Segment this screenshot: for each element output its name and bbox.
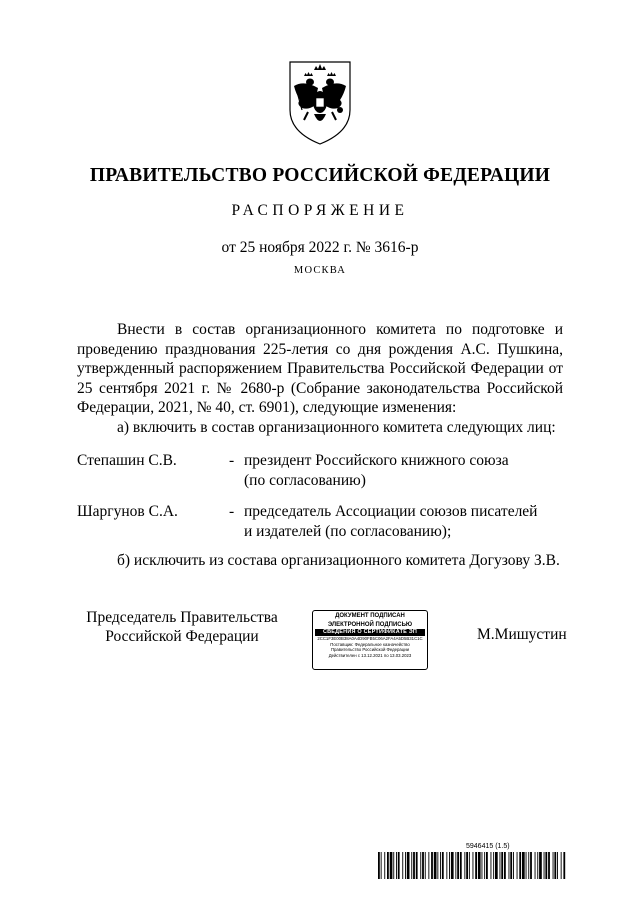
signatory-position-line: Председатель Правительства	[86, 609, 278, 626]
member-role	[244, 451, 567, 490]
intro-paragraph: Внести в состав организационного комитета по подготовке и проведению празднования 225-летия со дня рождения А.С. Пушкина, утвержденный распоряжением Правительства Российской Федерации от 25 сентября 2021 г. № 2680-р (Собрание законодательства Российской Федерации, 2021, № 40, ст. 6901), следующие изменения:	[77, 321, 563, 416]
stamp-validity: Действителен с 13.12.2021 по 13.03.2023	[328, 652, 412, 658]
member-role	[244, 502, 567, 541]
member-dash: -	[229, 503, 235, 520]
member-name: Степашин С.В.	[77, 452, 177, 469]
member-dash: -	[229, 452, 235, 469]
member-role-line: (по согласованию)	[244, 471, 366, 489]
signatory-position	[77, 608, 287, 646]
stamp-certificate-id: 2CC1F3E00B38A0A4D90FB5C06A2FA4A5D5B31C1C	[317, 636, 423, 641]
member-role-line: и издателей (по согласованию);	[244, 522, 452, 540]
stamp-title-line: ЭЛЕКТРОННОЙ ПОДПИСЬЮ	[327, 622, 413, 628]
electronic-signature-stamp	[312, 610, 428, 670]
item-a-paragraph: а) включить в состав организационного комитета следующих лиц:	[117, 418, 556, 436]
document-type: РАСПОРЯЖЕНИЕ	[231, 202, 409, 219]
barcode-icon	[378, 852, 566, 879]
document-date-number: от 25 ноября 2022 г. № 3616-р	[221, 239, 419, 256]
member-name: Шаргунов С.А.	[77, 503, 178, 520]
item-b-paragraph: б) исключить из состава организационного комитета Догузову З.В.	[117, 552, 560, 569]
signatory-position-line: Российской Федерации	[105, 628, 259, 645]
member-role-line: президент Российского книжного союза	[244, 452, 509, 469]
document-city: МОСКВА	[293, 265, 347, 276]
member-role-line: председатель Ассоциации союзов писателей	[244, 503, 538, 520]
stamp-provider: Поставщик: Федеральное казначейство	[330, 641, 410, 647]
signatory-name: М.Мишустин	[477, 626, 567, 643]
coat-of-arms-icon	[282, 58, 358, 148]
stamp-owner: Правительство Российской Федерации	[330, 647, 410, 653]
stamp-certificate-bar: СВЕДЕНИЯ О СЕРТИФИКАТЕ ЭП	[315, 629, 425, 636]
document-title: ПРАВИТЕЛЬСТВО РОССИЙСКОЙ ФЕДЕРАЦИИ	[89, 165, 551, 186]
barcode-number: 5946415 (1.5)	[466, 843, 510, 850]
stamp-title-line: ДОКУМЕНТ ПОДПИСАН	[335, 613, 405, 619]
document-body	[77, 320, 563, 437]
